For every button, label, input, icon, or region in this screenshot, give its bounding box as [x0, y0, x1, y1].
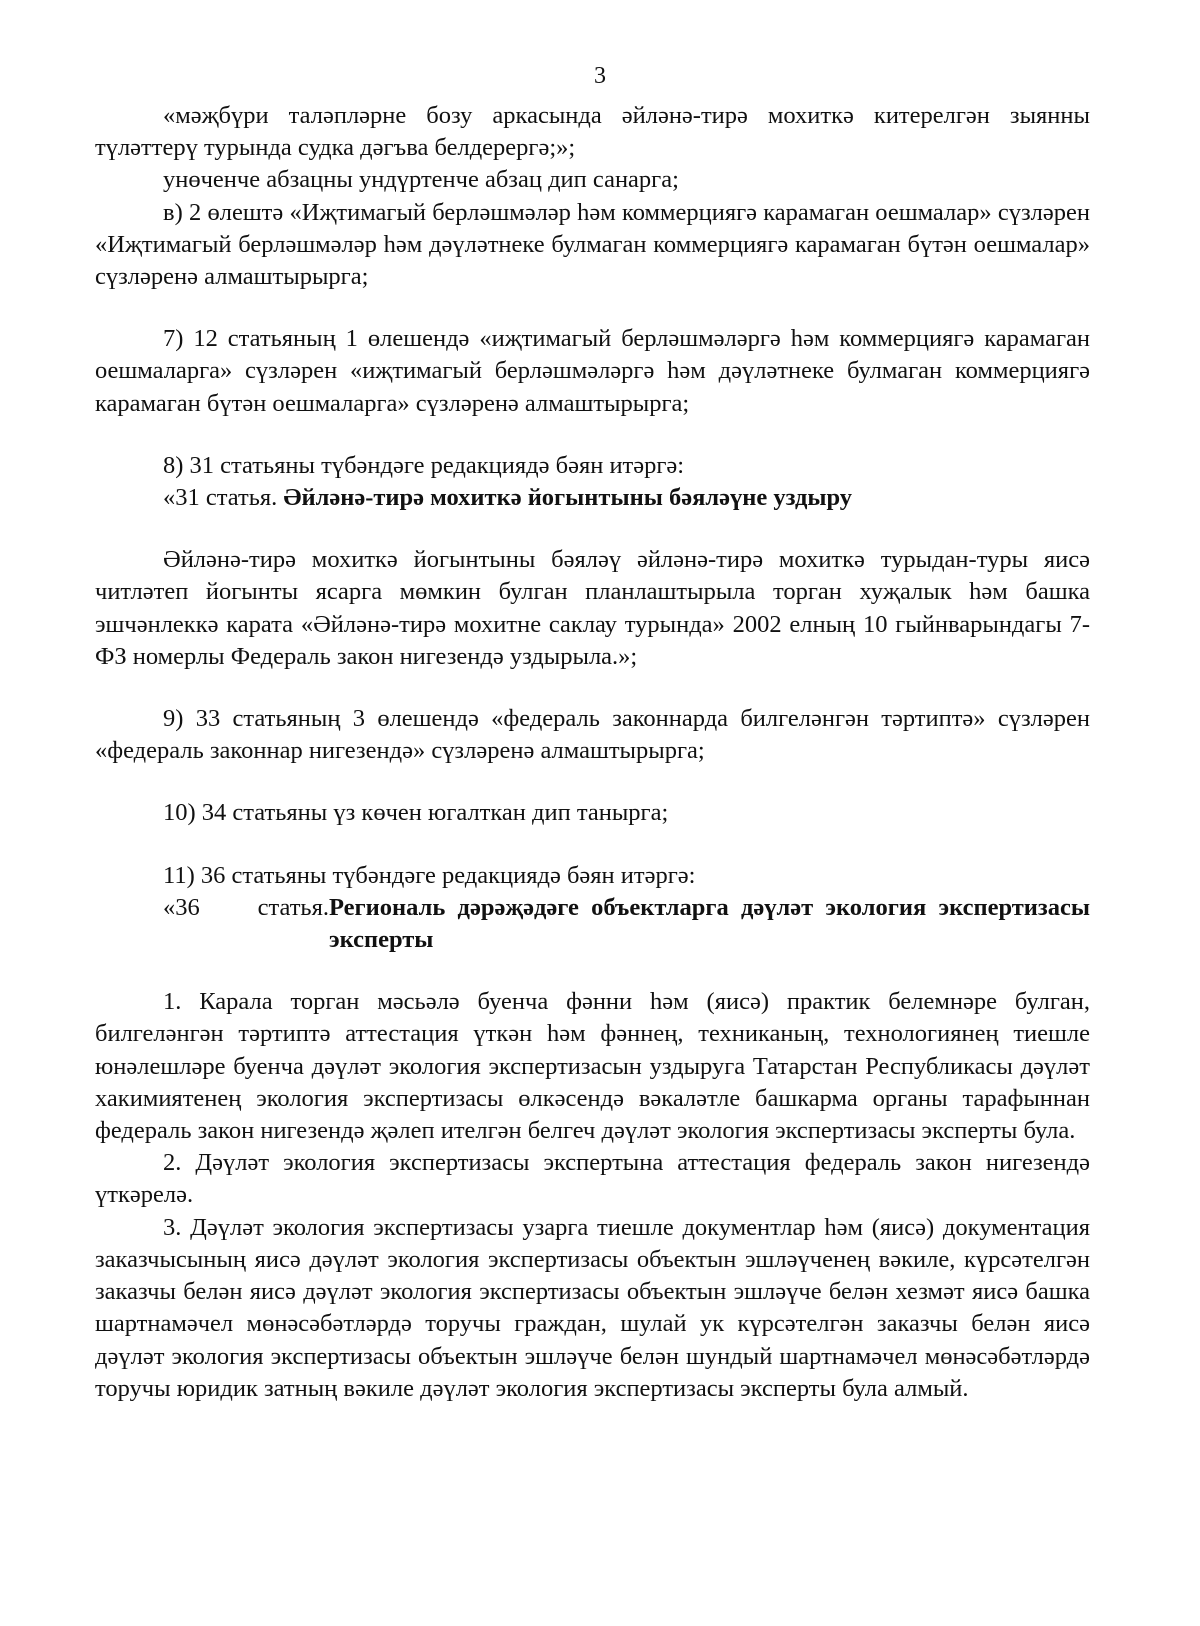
paragraph-item-10: 10) 34 статьяны үз көчен югалткан дип танырга; — [163, 799, 669, 827]
paragraph-renumber-abzac: унөченче абзацны ундүртенче абзац дип санарга; — [163, 166, 679, 194]
paragraph-item-9: 9) 33 статьяның 3 өлешендә «федераль законнарда билгеләнгән тәртиптә» сүзләрен «федераль законнар нигезендә» сүзләренә алмаштырырга; — [95, 705, 1090, 765]
paragraph-claim-damages: «мәҗбүри таләпләрне бозу аркасында әйләнә-тирә мохиткә китерелгән зыянны түләттерү турында судка дәгъва белдерергә;»; — [95, 102, 1090, 162]
article-36-heading — [95, 892, 1090, 956]
paragraph-item-8: 8) 31 статьяны түбәндәге редакциядә бәян итәргә: — [163, 451, 685, 479]
paragraph-part-2-amendment: в) 2 өлештә «Иҗтимагый берләшмәләр һәм коммерциягә карамаган оешмалар» сүзләрен «Иҗтимагый берләшмәләр һәм дәүләтнеке булмаган коммерциягә карамаган бүтән оешмалар» сүзләренә алмаштырырга; — [95, 198, 1090, 291]
article-36-number: «36 — [163, 893, 200, 921]
spacer — [95, 293, 1090, 323]
article-36-word: статья. — [257, 893, 329, 921]
article-36-prefix — [163, 892, 329, 924]
document-body — [95, 100, 1090, 1405]
article-36-title: Региональ дәрәҗәдәге объектларга дәүләт экология экспертизасы эксперты — [329, 893, 1090, 954]
paragraph-item-7: 7) 12 статьяның 1 өлешендә «иҗтимагый берләшмәләргә һәм коммерциягә карамаган оешмаларга» сүзләрен «иҗтимагый берләшмәләргә һәм дәүләтнеке булмаган коммерциягә карамаган бүтән оешмаларга» сүзләренә алмаштырырга; — [95, 325, 1090, 417]
article-31-prefix: «31 статья. — [163, 484, 284, 512]
spacer — [95, 767, 1090, 797]
spacer — [95, 956, 1090, 986]
article-31-title: Әйләнә-тирә мохиткә йогынтыны бәяләүне уздыру — [283, 484, 853, 512]
spacer — [95, 830, 1090, 860]
paragraph-item-11: 11) 36 статьяны түбәндәге редакциядә бәян итәргә: — [163, 861, 696, 889]
paragraph-article-36-part-3: 3. Дәүләт экология экспертизасы узарга тиешле документлар һәм (яисә) документация заказчысының яисә дәүләт экология экспертизасы объектын эшләүченең вәкиле, күрсәтелгән заказчы белән яисә дәүләт экология экспертизасы объектын эшләүче белән хезмәт яисә башка шартнамәчел мөнәсәбәтләрдә торучы граждан, шулай ук күрсәтелгән заказчы белән яисә дәүләт экология экспертизасы объектын эшләүче белән шундый шартнамәчел мөнәсәбәтләрдә торучы юридик затның вәкиле дәүләт экология экспертизасы эксперты була алмый. — [95, 1213, 1090, 1402]
paragraph-article-36-part-1: 1. Карала торган мәсьәлә буенча фәнни һәм (яисә) практик белемнәре булган, билгеләнгән тәртиптә аттестация үткән һәм фәннең, техниканың, технологиянең тиешле юнәлешләре буенча дәүләт экология экспертизасын уздыруга Татарстан Республикасы дәүләт хакимиятенең экология экспертизасы өлкәсендә вәкаләтле башкарма органы тарафыннан федераль закон нигезендә җәлеп ителгән белгеч дәүләт экология экспертизасы эксперты була. — [95, 988, 1090, 1145]
spacer — [95, 514, 1090, 544]
paragraph-article-31-text: Әйләнә-тирә мохиткә йогынтыны бәяләү әйләнә-тирә мохиткә турыдан-туры яисә читләтеп йогынты ясарга мөмкин булган планлаштырыла торган хуҗалык һәм башка эшчәнлеккә карата «Әйләнә-тирә мохитне саклау турында» 2002 елның 10 гыйнварындагы 7-ФЗ номерлы Федераль закон нигезендә уздырыла.»; — [95, 546, 1090, 670]
spacer — [95, 673, 1090, 703]
page-number: 3 — [594, 63, 606, 89]
spacer — [95, 420, 1090, 450]
article-31-heading — [95, 482, 1090, 514]
paragraph-article-36-part-2: 2. Дәүләт экология экспертизасы экспертына аттестация федераль закон нигезендә үткәрелә. — [95, 1149, 1090, 1209]
